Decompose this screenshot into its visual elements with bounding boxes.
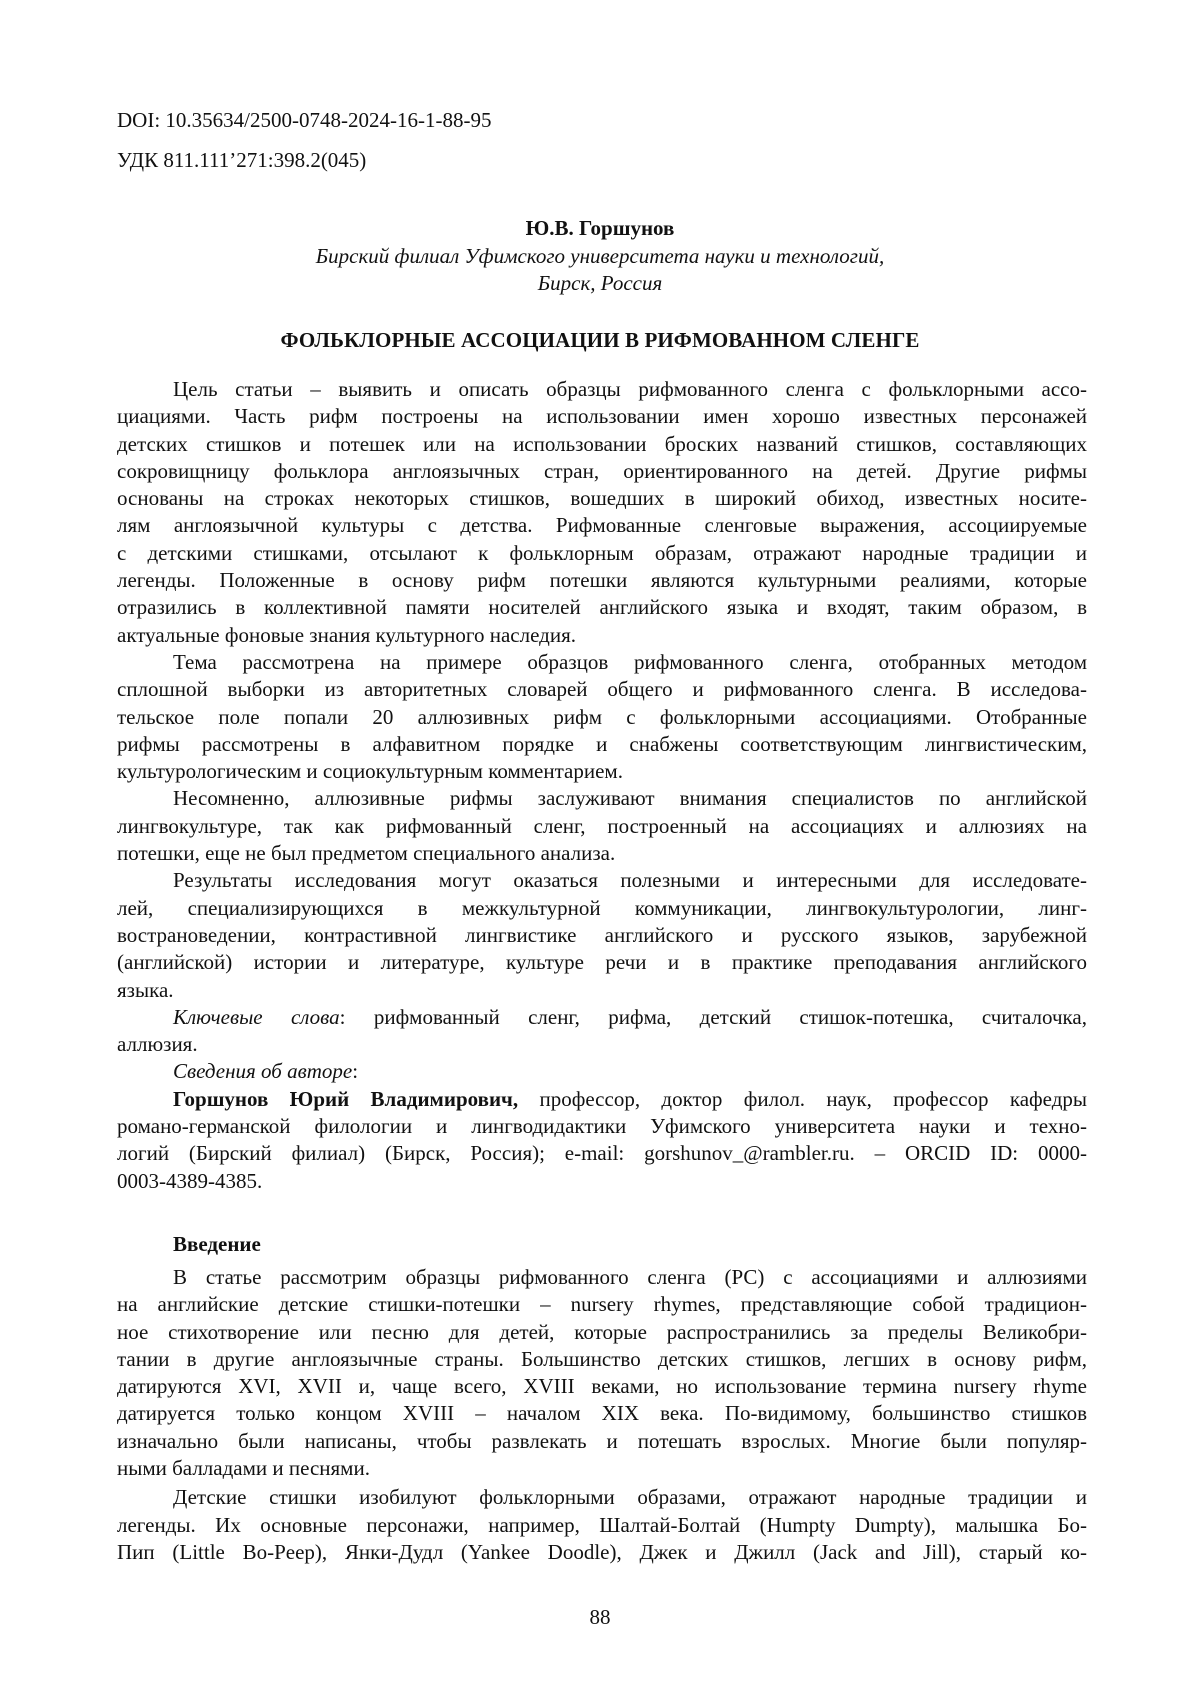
text-line: на английские детские стишки-потешки – nursery rhymes, представляющие собой традицион- (117, 1292, 1087, 1317)
page-number: 88 (589, 1605, 611, 1629)
text-line: рифмы рассмотрены в алфавитном порядке и снабжены соответствующим лингвистическим, (117, 731, 1087, 756)
text-line: с детскими стишками, отсылают к фольклорным образам, отражают народные традиции и (117, 540, 1087, 565)
udk-line: УДК 811.111’271:398.2(045) (117, 148, 367, 172)
text-line: сплошной выборки из авторитетных словарей общего и рифмованного сленга. В исследова- (117, 677, 1087, 702)
text-line: датируются XVI, XVII и, чаще всего, XVIII веками, но использование термина nursery rhyme (117, 1374, 1087, 1399)
text-line: Цель статьи – выявить и описать образцы рифмованного сленга с фольклорными ассо- (173, 377, 1087, 401)
article-title: ФОЛЬКЛОРНЫЕ АССОЦИАЦИИ В РИФМОВАННОМ СЛЕНГЕ (280, 328, 920, 352)
intro-block (117, 1264, 1087, 1566)
text-line: ное стихотворение или песню для детей, которые распространились за пределы Великобри- (117, 1319, 1087, 1344)
text-line: лям англоязычной культуры с детства. Рифмованные сленговые выражения, ассоциируемые (117, 513, 1087, 538)
abstract-paragraph-2 (117, 649, 1087, 785)
text-line: основаны на строках некоторых стишков, вошедших в широкий обиход, известных носите- (117, 486, 1087, 511)
text-line: легенды. Положенные в основу рифм потешки являются культурными реалиями, которые (117, 568, 1087, 593)
text-line: культурологическим и социокультурным комментарием. (117, 759, 623, 784)
author-info-label: Сведения об авторе (173, 1059, 353, 1084)
text-line: сокровищницу фольклора англоязычных стран, ориентированного на детей. Другие рифмы (117, 458, 1087, 483)
keywords (117, 1004, 1087, 1059)
text-line: отразились в коллективной памяти носителей английского языка и входят, таким образом, в (117, 595, 1087, 620)
text-line: потешки, еще не был предметом специального анализа. (117, 841, 616, 866)
intro-paragraph-2 (117, 1484, 1087, 1566)
text-line: языка. (117, 977, 174, 1002)
text-line: 0003-4389-4385. (117, 1168, 263, 1193)
affiliation-line-2: Бирск, Россия (537, 271, 663, 295)
text-line: (английской) истории и литературе, культуре речи и в практике преподавания английского (117, 950, 1087, 975)
text-line: логий (Бирский филиал) (Бирск, Россия); e-mail: gorshunov_@rambler.ru. – ORCID ID: 0000- (117, 1141, 1087, 1166)
text-line (117, 1058, 1087, 1085)
text-line: Детские стишки изобилуют фольклорными образами, отражают народные традиции и (173, 1485, 1087, 1510)
text-line: лей, специализирующихся в межкультурной коммуникации, лингвокультурологии, линг- (117, 895, 1087, 920)
text-line: Несомненно, аллюзивные рифмы заслуживают внимания специалистов по английской (173, 786, 1087, 811)
text-line: Результаты исследования могут оказаться полезными и интересными для исследовате- (173, 868, 1087, 893)
text-line: датируется только концом XVIII – началом XIX века. По-видимому, большинство стишков (117, 1401, 1087, 1426)
text-line: детских стишков и потешек или на использовании броских названий стишков, составляющих (117, 431, 1087, 456)
affiliation-line-1: Бирский филиал Уфимского университета науки и технологий, (315, 244, 885, 268)
author-info (117, 1058, 1087, 1194)
text-line: изначально были написаны, чтобы развлекать и потешать взрослых. Многие были популяр- (117, 1428, 1087, 1453)
abstract-block (117, 376, 1087, 1195)
keywords-text: : рифмованный сленг, рифма, детский стишок-потешка, считалочка, (339, 1004, 1088, 1029)
text-line (117, 1004, 1087, 1031)
text-line: тании в другие англоязычные страны. Большинство детских стишков, легших в основу рифм, (117, 1346, 1087, 1371)
abstract-paragraph-4 (117, 867, 1087, 1003)
text-line: актуальные фоновые знания культурного наследия. (117, 622, 576, 647)
doi-line: DOI: 10.35634/2500-0748-2024-16-1-88-95 (117, 108, 492, 132)
text-line: Пип (Little Bo-Peep), Янки-Дудл (Yankee Doodle), Джек и Джилл (Jack and Jill), старый ко- (117, 1539, 1087, 1564)
text-line: романо-германской филологии и лингводидактики Уфимского университета науки и техно- (117, 1114, 1087, 1139)
text-line: тельское поле попали 20 аллюзивных рифм с фольклорными ассоциациями. Отобранные (117, 704, 1087, 729)
abstract-paragraph-3 (117, 785, 1087, 867)
text-line: ными балладами и песнями. (117, 1456, 370, 1481)
text-line: лингвокультуре, так как рифмованный сленг, построенный на ассоциациях и аллюзиях на (117, 813, 1087, 838)
text-line: легенды. Их основные персонажи, например, Шалтай-Болтай (Humpty Dumpty), малышка Бо- (117, 1512, 1087, 1537)
intro-paragraph-1 (117, 1264, 1087, 1482)
author-position: профессор, доктор филол. наук, профессор кафедры (518, 1086, 1087, 1111)
author-info-colon: : (352, 1059, 359, 1084)
text-line (117, 1086, 1087, 1113)
text-line: вострановедении, контрастивной лингвистике английского и русского языков, зарубежной (117, 922, 1087, 947)
text-line: циациями. Часть рифм построены на использовании имен хорошо известных персонажей (117, 404, 1087, 429)
author-full-name: Горшунов Юрий Владимирович, (173, 1086, 519, 1111)
keywords-label: Ключевые слова (173, 1004, 340, 1029)
author-name: Ю.В. Горшунов (525, 216, 675, 240)
text-line: В статье рассмотрим образцы рифмованного сленга (РС) с ассоциациями и аллюзиями (173, 1265, 1087, 1289)
intro-heading: Введение (173, 1232, 261, 1256)
text-line: Тема рассмотрена на примере образцов рифмованного сленга, отобранных методом (173, 649, 1087, 674)
text-line: аллюзия. (117, 1032, 198, 1057)
abstract-paragraph-1 (117, 376, 1087, 649)
